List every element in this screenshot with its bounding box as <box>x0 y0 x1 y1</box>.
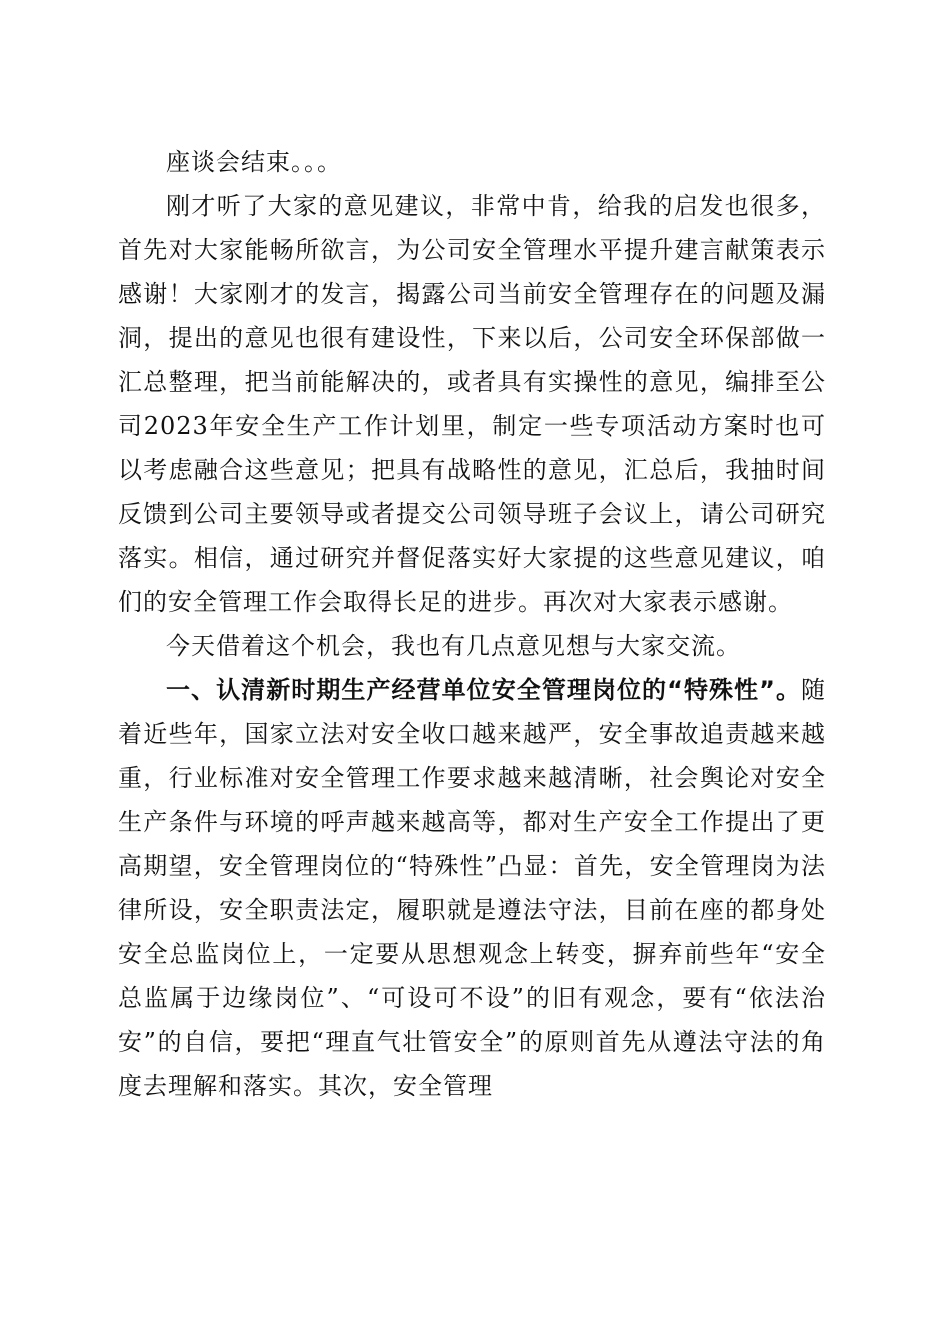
paragraph-text: 刚才听了大家的意见建议，非常中肯，给我的启发也很多，首先对大家能畅所欲言，为公司安全管理水平提升建言献策表示感谢！大家刚才的发言，揭露公司当前安全管理存在的问题及漏洞，提出的意见也很有建设性，下来以后，公司安全环保部做一汇总整理，把当前能解决的，或者具有实操性的意见，编排至公司2023年安全生产工作计划里，制定一些专项活动方案时也可以考虑融合这些意见；把具有战略性的意见，汇总后，我抽时间反馈到公司主要领导或者提交公司领导班子会议上，请公司研究落实。相信，通过研究并督促落实好大家提的这些意见建议，咱们的安全管理工作会取得长足的进步。再次对大家表示感谢。 <box>118 192 826 616</box>
paragraph-text: 座谈会结束。。。 <box>166 148 342 176</box>
paragraph-meeting-end <box>118 140 826 184</box>
paragraph-text: 今天借着这个机会，我也有几点意见想与大家交流。 <box>166 632 741 660</box>
document-page <box>118 140 826 1108</box>
paragraph-text: 随着近些年，国家立法对安全收口越来越严，安全事故追责越来越重，行业标准对安全管理工作要求越来越清晰，社会舆论对安全生产条件与环境的呼声越来越高等，都对生产安全工作提出了更高期望，安全管理岗位的“特殊性”凸显：首先，安全管理岗为法律所设，安全职责法定，履职就是遵法守法，目前在座的都身处安全总监岗位上，一定要从思想观念上转变，摒弃前些年“安全总监属于边缘岗位”、“可设可不设”的旧有观念，要有“依法治安”的自信，要把“理直气壮管安全”的原则首先从遵法守法的角度去理解和落实。其次，安全管理 <box>118 676 826 1100</box>
paragraph-thanks <box>118 184 826 624</box>
paragraph-section-one <box>118 668 826 1108</box>
section-heading: 一、认清新时期生产经营单位安全管理岗位的“特殊性”。 <box>166 676 801 704</box>
paragraph-intro <box>118 624 826 668</box>
